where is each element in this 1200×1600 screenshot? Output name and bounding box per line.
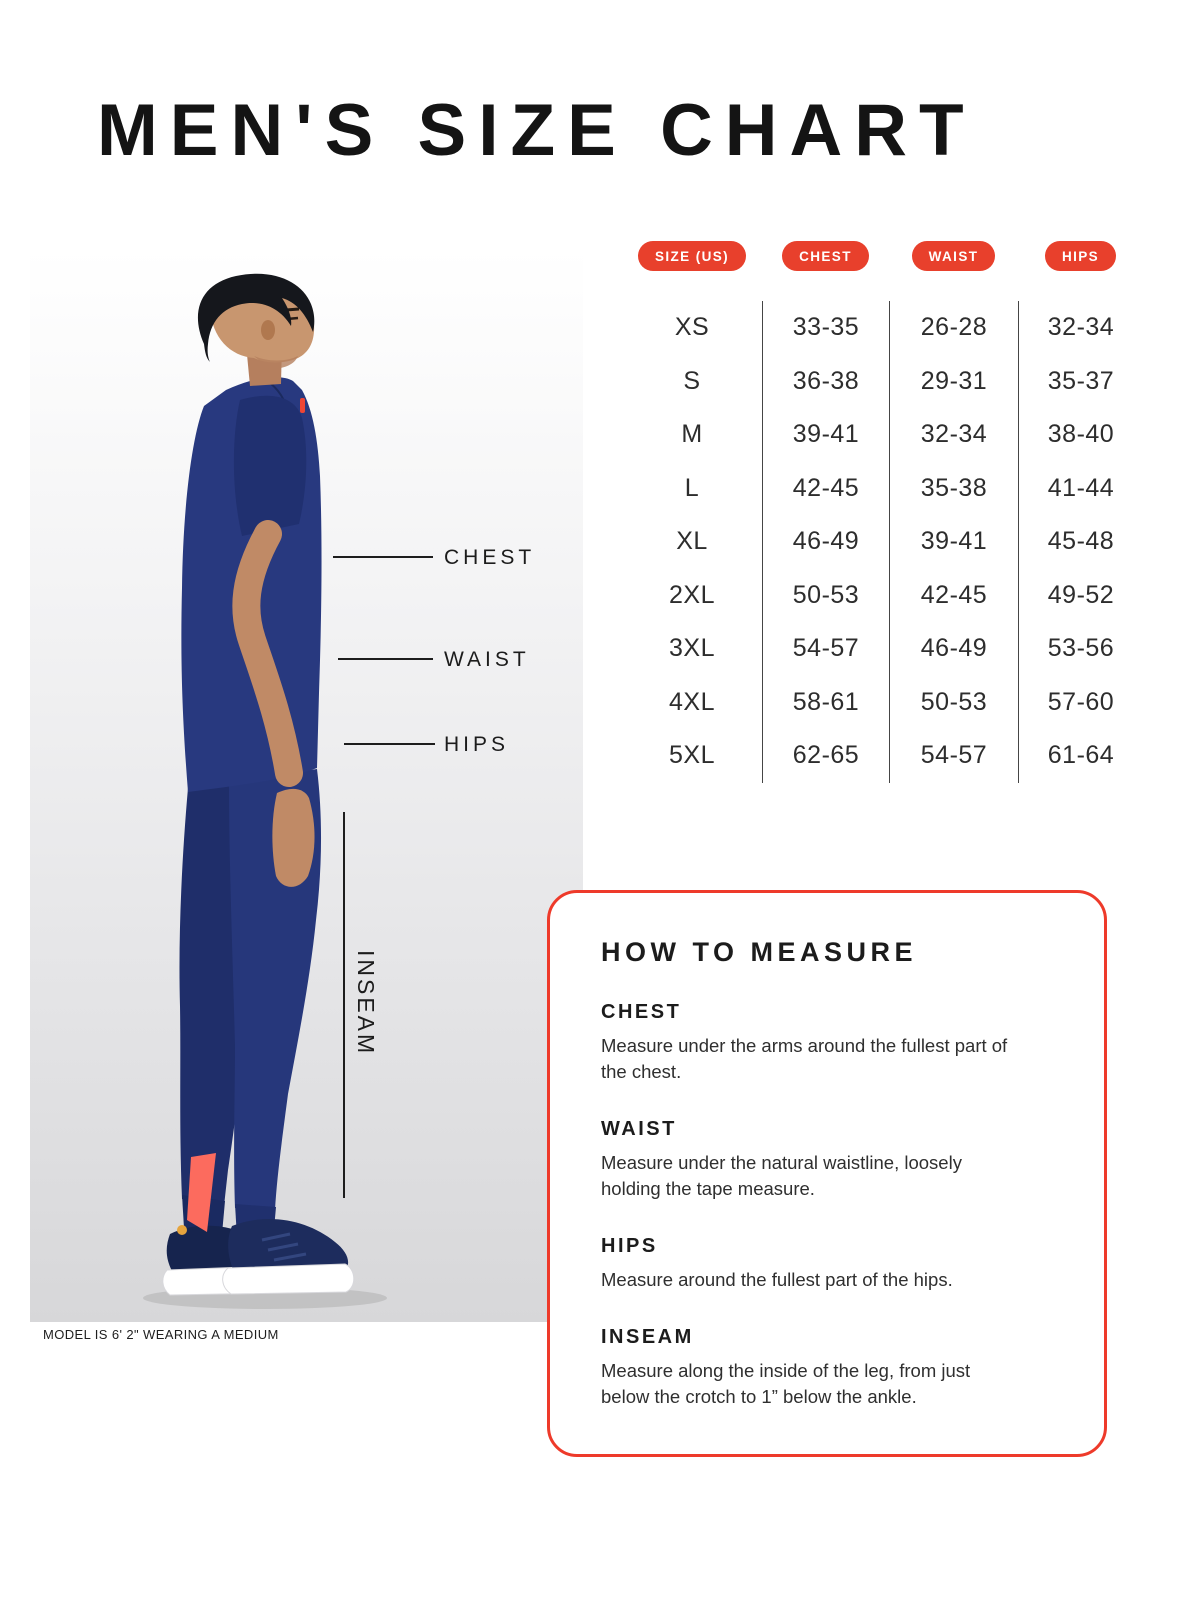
table-cell-size: 4XL [669,687,715,716]
model-caption: MODEL IS 6' 2" WEARING A MEDIUM [43,1327,279,1342]
measure-section-chest [601,1001,1054,1085]
page-title: MEN'S SIZE CHART [97,90,976,171]
measure-section-hips [601,1235,1054,1293]
table-cell-chest: 46-49 [762,515,889,569]
size-table [622,301,1143,783]
table-cell-waist: 32-34 [889,408,1018,462]
hips-measure-label: HIPS [444,733,510,756]
table-cell-chest: 36-38 [762,355,889,409]
table-cell-hips: 41-44 [1018,462,1143,516]
measure-section-body: Measure under the arms around the fullest part of the chest. [601,1035,1008,1082]
table-cell-hips: 49-52 [1018,569,1143,623]
table-cell-hips: 35-37 [1018,355,1143,409]
header-cell [889,241,1018,271]
chest-measure-label: CHEST [444,546,536,569]
measure-section-body: Measure along the inside of the leg, from just below the crotch to 1” below the ankle. [601,1360,971,1407]
column-pill-waist: WAIST [912,241,996,271]
model-ear [261,320,275,340]
column-pill-size: SIZE (US) [638,241,746,271]
table-cell-hips: 61-64 [1018,729,1143,783]
table-cell-waist: 54-57 [889,729,1018,783]
table-cell-chest: 54-57 [762,622,889,676]
table-cell-hips: 32-34 [1018,301,1143,355]
table-cell-size: XS [674,313,710,342]
model-sole-front [223,1264,354,1294]
table-cell-size: 5XL [669,741,715,770]
table-cell-waist: 29-31 [889,355,1018,409]
table-cell-waist: 50-53 [889,676,1018,730]
table-cell-size: XL [676,527,708,556]
table-cell-waist: 42-45 [889,569,1018,623]
model-sleeve [234,396,306,536]
measure-section-heading: CHEST [601,1001,682,1023]
hips-pointer-line [344,743,435,745]
table-cell-size: M [681,420,703,449]
inseam-pointer-line [343,812,345,1198]
zipper-pull [177,1225,187,1235]
table-cell-size: L [684,473,700,502]
table-cell-size: 2XL [669,580,715,609]
table-cell-chest: 42-45 [762,462,889,516]
table-cell-chest: 50-53 [762,569,889,623]
chest-pointer-line [333,556,433,558]
table-cell-size: 3XL [669,634,715,663]
column-pill-chest: CHEST [782,241,869,271]
table-cell-waist: 46-49 [889,622,1018,676]
inseam-measure-label: INSEAM [353,950,379,1057]
measure-section-body: Measure around the fullest part of the hips. [601,1269,953,1290]
measure-section-waist [601,1118,1054,1202]
measure-section-body: Measure under the natural waistline, loosely holding the tape measure. [601,1152,962,1199]
table-cell-hips: 57-60 [1018,676,1143,730]
measure-section-heading: HIPS [601,1235,658,1257]
table-cell-chest: 33-35 [762,301,889,355]
waist-pointer-line [338,658,433,660]
measure-section-heading: INSEAM [601,1326,694,1348]
table-cell-hips: 38-40 [1018,408,1143,462]
measure-section-inseam [601,1326,1054,1410]
table-cell-hips: 45-48 [1018,515,1143,569]
table-cell-chest: 39-41 [762,408,889,462]
chest-trim-accent [300,398,305,413]
model-illustration [30,248,583,1322]
table-cell-size: S [683,366,701,395]
how-to-measure-title: HOW TO MEASURE [601,937,918,967]
waist-measure-label: WAIST [444,648,530,671]
model-photo-area [30,248,583,1322]
column-pill-hips: HIPS [1045,241,1116,271]
table-cell-waist: 39-41 [889,515,1018,569]
table-cell-chest: 62-65 [762,729,889,783]
how-to-measure-box [547,890,1107,1457]
header-cell [762,241,889,271]
table-cell-chest: 58-61 [762,676,889,730]
table-cell-waist: 26-28 [889,301,1018,355]
header-cell [1018,241,1143,271]
header-cell [622,241,762,271]
model-hand [272,789,314,887]
size-table-header [622,241,1143,271]
table-cell-waist: 35-38 [889,462,1018,516]
measure-section-heading: WAIST [601,1118,677,1140]
table-cell-hips: 53-56 [1018,622,1143,676]
